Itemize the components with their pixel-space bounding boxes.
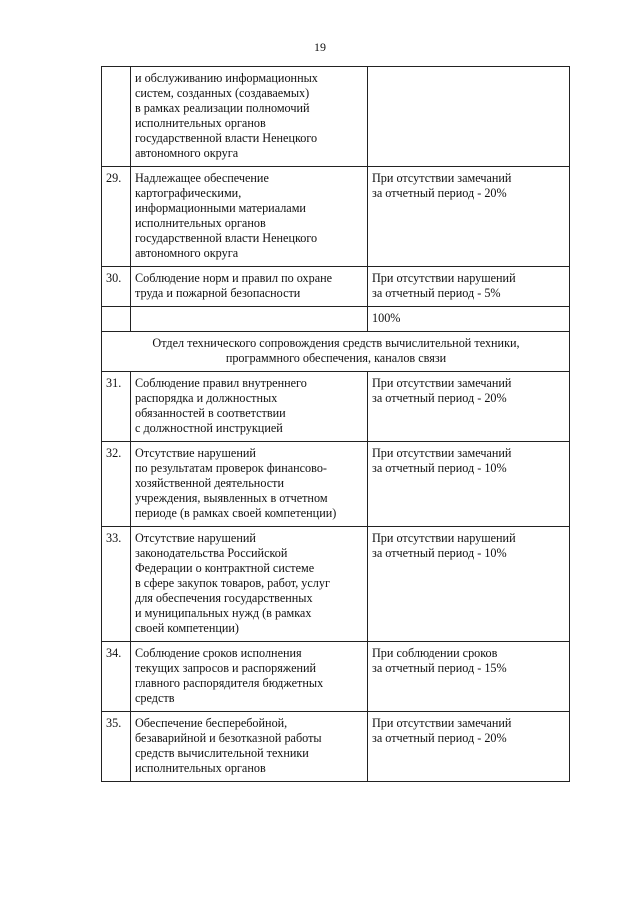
table-row [102,372,570,442]
condition-line: При отсутствии нарушений [372,531,516,545]
description-line: Отсутствие нарушений [135,531,256,545]
row-number: 29. [102,167,131,267]
description-line: своей компетенции) [135,621,239,635]
condition-line: за отчетный период - 5% [372,286,501,300]
description-line: безаварийной и безотказной работы [135,731,322,745]
section-heading-line: Отдел технического сопровождения средств вычислительной техники, [152,336,520,350]
description-line: средств [135,691,175,705]
description-line: исполнительных органов [135,216,266,230]
description-line: автономного округа [135,146,239,160]
criterion-description [131,642,368,712]
description-line: государственной власти Ненецкого [135,231,318,245]
row-number [102,307,131,332]
row-number: 35. [102,712,131,782]
condition-line: за отчетный период - 20% [372,391,507,405]
description-line: Надлежащее обеспечение [135,171,269,185]
condition-line: за отчетный период - 20% [372,731,507,745]
table-row [102,67,570,167]
description-line: в сфере закупок товаров, работ, услуг [135,576,330,590]
description-line: обязанностей в соответствии [135,406,286,420]
criterion-condition [368,442,570,527]
criterion-description [131,372,368,442]
criterion-condition [368,527,570,642]
condition-line: за отчетный период - 10% [372,546,507,560]
criterion-condition [368,167,570,267]
description-line: и муниципальных нужд (в рамках [135,606,312,620]
description-line: и обслуживанию информационных [135,71,318,85]
condition-line: При отсутствии нарушений [372,271,516,285]
row-number [102,67,131,167]
criterion-condition [368,372,570,442]
condition-line: за отчетный период - 20% [372,186,507,200]
description-line: Обеспечение бесперебойной, [135,716,288,730]
condition-line: за отчетный период - 15% [372,661,507,675]
row-number: 30. [102,267,131,307]
section-heading-body [102,332,570,372]
row-number: 34. [102,642,131,712]
description-line: информационными материалами [135,201,306,215]
description-line: государственной власти Ненецкого [135,131,318,145]
table-row [102,267,570,307]
condition-line: При отсутствии замечаний [372,171,512,185]
description-line: исполнительных органов [135,761,266,775]
description-line: исполнительных органов [135,116,266,130]
page-number: 19 [314,40,326,54]
criterion-condition [368,712,570,782]
condition-line: При соблюдении сроков [372,646,498,660]
criterion-description [131,712,368,782]
description-line: Соблюдение норм и правил по охране [135,271,333,285]
row-number: 31. [102,372,131,442]
criteria-table-top-body [102,67,570,332]
description-line: Соблюдение сроков исполнения [135,646,302,660]
table-row [102,642,570,712]
description-line: Федерации о контрактной системе [135,561,315,575]
table-row [102,167,570,267]
description-line: средств вычислительной техники [135,746,309,760]
table-row [102,442,570,527]
description-line: учреждения, выявленных в отчетном [135,491,328,505]
description-line: хозяйственной деятельности [135,476,284,490]
criterion-condition [368,307,570,332]
criterion-description [131,442,368,527]
row-number: 32. [102,442,131,527]
section-heading-line: программного обеспечения, каналов связи [225,351,447,365]
description-line: по результатам проверок финансово- [135,461,327,475]
condition-line: за отчетный период - 10% [372,461,507,475]
condition-line: При отсутствии замечаний [372,716,512,730]
criterion-condition [368,642,570,712]
description-line: распорядка и должностных [135,391,278,405]
criterion-condition [368,267,570,307]
description-line: законодательства Российской [135,546,288,560]
criteria-table [101,66,570,782]
criterion-condition [368,67,570,167]
description-line: для обеспечения государственных [135,591,313,605]
condition-line: При отсутствии замечаний [372,446,512,460]
description-line: Соблюдение правил внутреннего [135,376,307,390]
condition-line: При отсутствии замечаний [372,376,512,390]
section-heading-row [102,332,570,372]
description-line: текущих запросов и распоряжений [135,661,317,675]
criterion-description [131,267,368,307]
description-line: автономного округа [135,246,239,260]
section-heading [102,332,570,372]
description-line: Отсутствие нарушений [135,446,256,460]
description-line: систем, созданных (создаваемых) [135,86,310,100]
table-row [102,527,570,642]
criteria-table-section-body [102,372,570,782]
table-row [102,712,570,782]
description-line: труда и пожарной безопасности [135,286,301,300]
description-line: с должностной инструкцией [135,421,283,435]
row-number: 33. [102,527,131,642]
criterion-description [131,527,368,642]
criterion-description [131,167,368,267]
condition-line: 100% [372,311,401,325]
criterion-description [131,67,368,167]
description-line: картографическими, [135,186,242,200]
description-line: периоде (в рамках своей компетенции) [135,506,337,520]
table-row [102,307,570,332]
description-line: главного распорядителя бюджетных [135,676,324,690]
description-line: в рамках реализации полномочий [135,101,310,115]
criterion-description [131,307,368,332]
